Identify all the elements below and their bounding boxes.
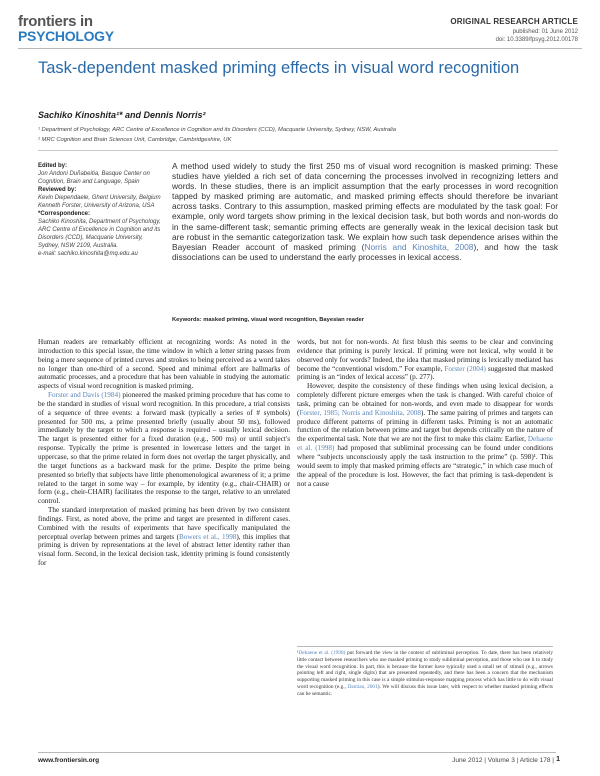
journal-logo-bottom: PSYCHOLOGY [18, 28, 114, 44]
abstract: A method used widely to study the first 250 ms of visual word recognition is masked priming: These studies have yielded a rich set of data concerning the processes involved in recognizing letters and words. In these studies, there is an implicit assumption that the early processes in word recognition tapped by masked priming are automatic, and masked priming effects should therefore be invariant across tasks. Contrary to this assumption, masked priming effects are modulated by the task goal: For example, only word targets show priming in the lexical decision task, but both words and non-words do in the same-different task; semantic priming effects are generally weak in the lexical decision task but are robust in the semantic categorization task. We explain how such task dependence arises within the Bayesian Reader account of masked priming (Norris and Kinoshita, 2008), and how the task dissociations can be used to understand the early processes in lexical access. [172, 161, 559, 262]
paragraph: words, but not for non-words. At first blush this seems to be clear and convincing evidence that priming is purely lexical. If priming were not lexical, why would it be observed only for words? Indeed, the idea that masked priming is lexically mediated has become the “conventional wisdom.” For example, Forster (2004) suggested that masked priming is an “index of lexical access” (p. 277). [297, 338, 553, 382]
footer-citation: June 2012 | Volume 3 | Article 178 | [452, 757, 554, 764]
keywords [172, 317, 558, 323]
body-column-left [38, 338, 290, 568]
journal-logo-top: frontiers in [18, 13, 93, 30]
citation-link[interactable]: Dehaene et al. (1998) [298, 650, 346, 656]
edited-by-label: Edited by: [38, 163, 68, 169]
reviewer-2: Kenneth Forster, University of Arizona, USA [38, 203, 155, 209]
citation-link[interactable]: Forster and Davis (1984) [48, 391, 121, 400]
edited-by-text: Jon Andoni Duñabeitia, Basque Center on Cognition, Brain and Language, Spain [38, 171, 150, 185]
abstract-citation[interactable]: Norris and Kinoshita, 2008 [364, 241, 474, 252]
footer-website[interactable]: www.frontiersin.org [38, 757, 100, 764]
footer-divider [38, 752, 556, 753]
citation-link[interactable]: Damian, 2001 [347, 683, 378, 690]
authors: Sachiko Kinoshita¹* and Dennis Norris² [38, 110, 206, 120]
header-divider [18, 48, 582, 49]
citation-link[interactable]: Forster (2004) [444, 364, 486, 373]
doi[interactable]: doi: 10.3389/fpsyg.2012.00178 [495, 37, 578, 43]
article-title: Task-dependent masked priming effects in visual word recognition [38, 59, 520, 77]
paragraph: However, despite the consistency of these findings when using lexical decision, a completely different picture emerges when the task is changed. With careful choice of task, priming can be obtained for non-words, and even made to disappear for words (Forster, 1985; Norris and Kinoshita, 2008). The same pairing of primes and targets can produce different patterns of priming in different tasks. Priming is not an automatic function of the relation between prime and target but depends critically on the nature of the experimental task. Note that we are not the first to make this claim: Earlier, Dehaene et al. (1998) had proposed that subliminal processing can be found under conditions where “subjects unconsciously apply the task instruction to the prime” (p. 598)¹. This would seem to imply that masked priming effects are “strategic,” in which case much of the appeal of the procedure is lost. However, the fact that priming is task-dependent is not a cause [297, 382, 554, 488]
footnote-divider [297, 646, 553, 647]
affiliation-1: ¹ Department of Psychology, ARC Centre of Excellence in Cognition and its Disorders (CCD), Macquarie University, Sydney, NSW, Australia [38, 127, 396, 133]
paragraph: Human readers are remarkably efficient at recognizing words: As noted in the introduction to this special issue, the time window in which a letter string passes from being a mere sequence of printed curves and strokes to being perceived as a word takes no longer than one-third of a second. Speed and minimal effort are hallmarks of automatic processes, and a procedure that has been valuable in studying the automatic aspects of visual word recognition is masked priming. [38, 338, 290, 391]
correspondence-text: Sachiko Kinoshita, Department of Psychology, ARC Centre of Excellence in Cognition and its Disorders (CCD), Macquarie University, Sydney, NSW 2109, Australia. [38, 219, 161, 249]
keywords-text: masked priming, visual word recognition, Bayesian reader [203, 317, 365, 323]
reviewed-by-label: Reviewed by: [38, 187, 77, 193]
page-number: 1 [556, 756, 560, 763]
footnote: ¹Dehaene et al. (1998) put forward the view in the context of subliminal perception. To date, there has been relatively little contact between researchers who use masked priming to study subliminal perception, and those who use it to study the visual word recognition. In part, this is because the former have typically used a small set of stimuli (e.g., arrows pointing left and right, single digits) that are presented repeatedly, and there has been a concern that the mechanism supporting masked priming in this case is a simple stimulus-response mapping process which has little to do with visual word recognition (e.g., Damian, 2001). We will discuss this issue later, with respect to whether masked priming effects can be semantic. [297, 650, 554, 697]
published-date: published: 01 June 2012 [512, 29, 578, 35]
affiliation-2: ² MRC Cognition and Brain Sciences Unit, Cambridge, Cambridgeshire, UK [38, 137, 232, 143]
reviewer-1: Kevin Diependaele, Ghent University, Belgium [38, 195, 161, 201]
paragraph: The standard interpretation of masked priming has been driven by two consistent findings. First, as noted above, the prime and target are presented in different cases. Combined with the results of experiments that have specifically manipulated the perceptual overlap between primes and targets (Bowers et al., 1998), this implies that priming is driven by representations at the level of abstract letter identity rather than visual form. Second, in the lexical decision task, identity priming is found consistently for [38, 506, 290, 568]
citation-link[interactable]: Dehaene et al. (1998) [297, 435, 553, 453]
correspondence-label: *Correspondence: [38, 211, 91, 217]
paragraph: Forster and Davis (1984) pioneered the masked priming procedure that has come to be the standard in studies of visual word recognition. In this procedure, a trial consists of a sequence of three events: a forward mask (typically a series of # symbols) presented for 500 ms, a prime presented briefly (usually about 50 ms), followed immediately by the target to which a response is required – usually lexical decision. The target is presented either for a fixed duration (e.g., 500 ms) or until subject's response. Typically the prime is presented in lowercase letters and the target in uppercase, so that the prime related in form does not overlap the target physically, and the target functions as a backward mask for the prime. Despite the prime being presented so briefly that subjects have little phenomenological awareness of it; a prime related to the target in some way – for example, by identity (e.g., chair-CHAIR) or form (e.g., cheir-CHAIR) facilitates the response to the target, relative to an unrelated control. [38, 391, 290, 506]
correspondence-email[interactable]: e-mail: sachiko.kinoshita@mq.edu.au [38, 251, 138, 257]
citation-link[interactable]: Forster, 1985; Norris and Kinoshita, 2008 [299, 408, 421, 417]
editorial-sidebar [38, 162, 164, 258]
body-column-right [297, 338, 553, 488]
citation-link[interactable]: Bowers et al., 1998 [178, 532, 237, 541]
affiliation-divider [38, 150, 558, 151]
article-type: ORIGINAL RESEARCH ARTICLE [450, 17, 578, 26]
keywords-label: Keywords: [172, 317, 202, 323]
